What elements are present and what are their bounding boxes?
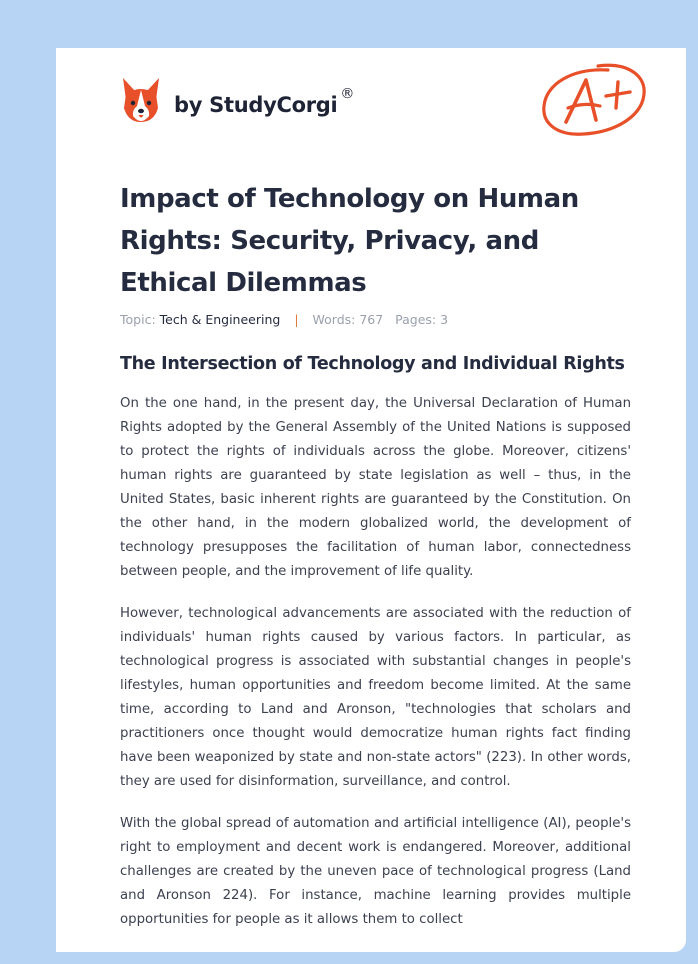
document-meta — [120, 312, 448, 327]
paragraph: On the one hand, in the present day, the Universal Declaration of Human Rights adopted by the General Assembly of the United Nations is supposed to protect the rights of individuals across the globe. Moreover, citizens' human rights are guaranteed by state legislation as well – thus, in the United States, basic inherent rights are guaranteed by the Constitution. On the other hand, in the modern globalized world, the development of technology presupposes the facilitation of human labor, connectedness between people, and the improvement of life quality. — [120, 396, 631, 579]
page-count: Pages: 3 — [395, 312, 449, 327]
document-page — [56, 48, 686, 952]
page-title: Impact of Technology on Human Rights: Security, Privacy, and Ethical Dilemmas — [120, 184, 579, 298]
topic-label: Topic: — [120, 312, 156, 327]
brand-name: by StudyCorgi ® — [174, 85, 355, 117]
corgi-icon — [120, 76, 162, 124]
meta-separator: | — [294, 312, 299, 327]
paragraph: However, technological advancements are associated with the reduction of individuals' human rights caused by various factors. In particular, as technological progress is associated with substantial changes in people's lifestyles, human opportunities and freedom become limited. At the same time, according to Land and Aronson, "technologies that scholars and practitioners once thought would democratize human rights fact finding have been weaponized by state and non-state actors" (223). In other words, they are used for disinformation, surveillance, and control. — [120, 606, 631, 789]
word-count: Words: 767 — [312, 312, 384, 327]
grade-a-plus-badge — [538, 60, 648, 140]
essay-body — [120, 392, 631, 950]
paragraph: With the global spread of automation and artificial intelligence (AI), people's right to employment and decent work is endangered. Moreover, additional challenges are created by the uneven pace of technological progress (Land and Aronson 224). For instance, machine learning provides multiple opportunities for people as it allows them to collect — [120, 816, 631, 927]
topic-link[interactable]: Tech & Engineering — [159, 312, 281, 327]
section-heading: The Intersection of Technology and Individual Rights — [120, 354, 625, 374]
registered-mark: ® — [340, 85, 355, 102]
brand-logo[interactable] — [120, 76, 354, 124]
